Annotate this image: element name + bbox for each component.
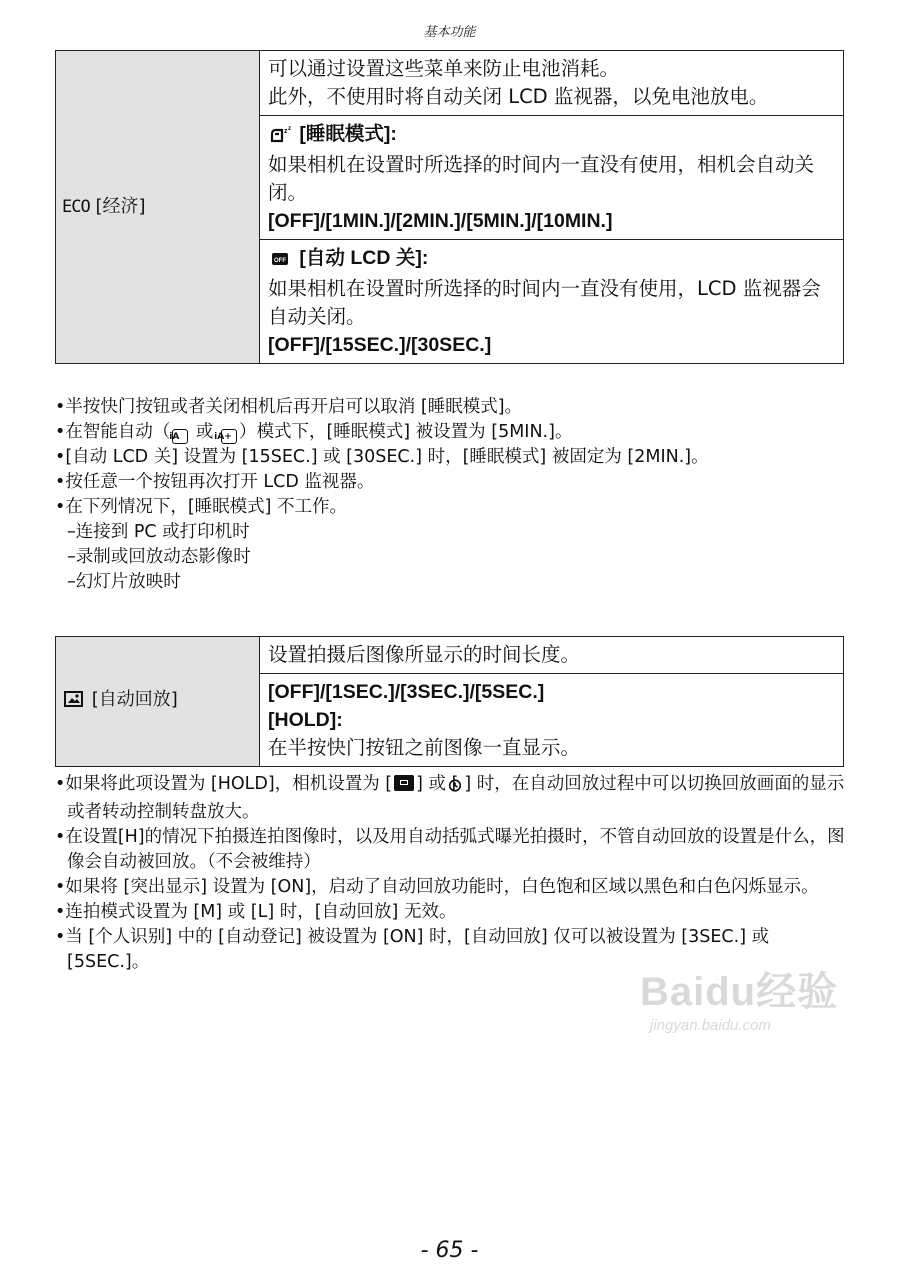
auto-review-options-cell — [260, 674, 844, 767]
eco-note-4: •按任意一个按钮再次打开 LCD 监视器。 — [55, 472, 375, 492]
eco-note-2-b: ）模式下，[睡眠模式] 被设置为 [5MIN.]。 — [238, 422, 573, 442]
auto-review-icon — [64, 689, 84, 717]
sleep-mode-title: [睡眠模式]: — [299, 123, 397, 145]
eco-sub-note-2: –录制或回放动态影像时 — [67, 547, 251, 567]
review-note-5: •当 [个人识别] 中的 [自动登记] 被设置为 [ON] 时，[自动回放] 仅可以被设置为 [3SEC.] 或 [5SEC.]。 — [55, 927, 770, 972]
hold-title: [HOLD]: — [268, 709, 343, 731]
review-note-2: •在设置[H]的情况下拍摄连拍图像时，以及用自动括弧式曝光拍摄时，不管自动回放的设置是什么，图像会自动被回放。（不会被维持） — [55, 827, 845, 872]
eco-note-5: •在下列情况下，[睡眠模式] 不工作。 — [55, 497, 348, 517]
sleep-mode-cell — [260, 116, 844, 240]
eco-label-suffix: [经济] — [89, 196, 146, 217]
auto-lcd-off-options: [OFF]/[15SEC.]/[30SEC.] — [268, 334, 492, 356]
eco-label-prefix: ECO — [62, 197, 90, 217]
eco-intro-line1: 可以通过设置这些菜单来防止电池消耗。 — [268, 57, 620, 80]
watermark-url: jingyan.baidu.com — [650, 1017, 771, 1034]
sleep-mode-icon — [270, 123, 292, 151]
eco-table — [55, 50, 844, 364]
svg-text:z: z — [288, 126, 291, 132]
single-drive-icon — [394, 775, 414, 791]
auto-review-options: [OFF]/[1SEC.]/[3SEC.]/[5SEC.] — [268, 681, 545, 703]
sleep-mode-options: [OFF]/[1MIN.]/[2MIN.]/[5MIN.]/[10MIN.] — [268, 210, 613, 232]
eco-sub-note-3: –幻灯片放映时 — [67, 572, 181, 592]
page-header: 基本功能 — [423, 25, 476, 40]
eco-intro-cell — [260, 51, 844, 116]
eco-sub-note-1: –连接到 PC 或打印机时 — [67, 522, 250, 542]
eco-note-1: •半按快门按钮或者关闭相机后再开启可以取消 [睡眠模式]。 — [55, 397, 523, 417]
review-note-1 — [55, 772, 855, 825]
lcd-off-icon — [270, 247, 292, 275]
svg-text:z: z — [284, 128, 288, 135]
review-note-1-c: ] 时，在自动回放过程中可以切换回放画面的显示或者转动控制转盘放大。 — [67, 774, 845, 822]
baidu-watermark — [640, 960, 850, 1040]
eco-note-2-a: •在智能自动（ — [55, 422, 171, 442]
review-note-3: •如果将 [突出显示] 设置为 [ON]，启动了自动回放功能时，白色饱和区域以黑色和白色闪烁显示。 — [55, 877, 819, 897]
page-number: - 65 - — [420, 1238, 479, 1263]
auto-review-notes — [55, 772, 855, 975]
auto-review-desc-cell — [260, 637, 844, 674]
hold-desc: 在半按快门按钮之前图像一直显示。 — [268, 736, 581, 759]
eco-intro-line2: 此外，不使用时将自动关闭 LCD 监视器，以免电池放电。 — [268, 85, 769, 108]
eco-note-3: •[自动 LCD 关] 设置为 [15SEC.] 或 [30SEC.] 时，[睡眠模式] 被固定为 [2MIN.]。 — [55, 447, 709, 467]
eco-notes — [55, 395, 855, 595]
sleep-mode-desc: 如果相机在设置时所选择的时间内一直没有使用，相机会自动关闭。 — [268, 153, 815, 204]
eco-note-2-or: 或 — [190, 422, 219, 442]
svg-text:OFF: OFF — [274, 258, 286, 264]
auto-lcd-off-cell — [260, 240, 844, 364]
auto-review-label-cell — [56, 637, 260, 767]
intelligent-auto-icon: iA — [172, 429, 188, 444]
eco-note-2 — [55, 420, 855, 445]
watermark-logo: Baidu经验 — [640, 970, 839, 1014]
auto-review-table — [55, 636, 844, 767]
self-timer-icon — [460, 775, 462, 800]
review-note-1-b: ] 或 [ — [416, 774, 459, 794]
intelligent-auto-plus-icon: iA+ — [221, 429, 237, 444]
review-note-1-a: •如果将此项设置为 [HOLD]，相机设置为 [ — [55, 774, 393, 794]
review-note-4: •连拍模式设置为 [M] 或 [L] 时，[自动回放] 无效。 — [55, 902, 457, 922]
eco-label-cell — [56, 51, 260, 364]
auto-review-desc: 设置拍摄后图像所显示的时间长度。 — [268, 643, 581, 666]
auto-lcd-off-desc: 如果相机在设置时所选择的时间内一直没有使用，LCD 监视器会自动关闭。 — [268, 277, 821, 328]
auto-lcd-off-title: [自动 LCD 关]: — [299, 247, 429, 269]
auto-review-label: [自动回放] — [86, 689, 178, 710]
